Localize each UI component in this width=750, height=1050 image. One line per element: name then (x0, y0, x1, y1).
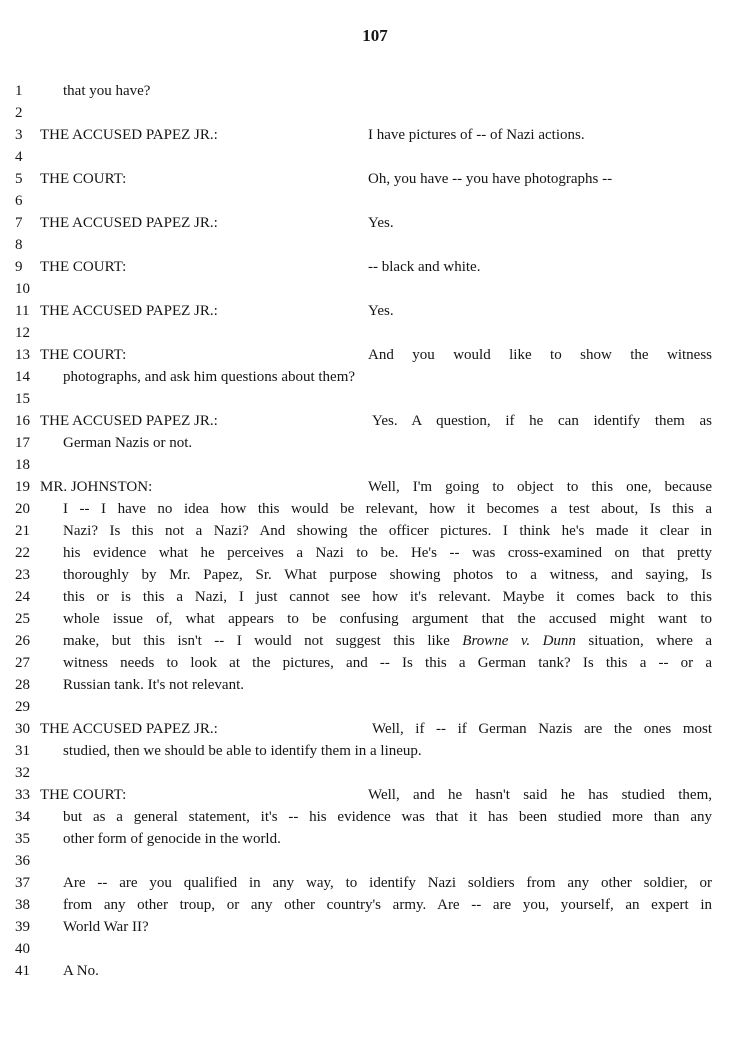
line-number: 25 (15, 611, 30, 627)
transcript-body (0, 80, 750, 982)
transcript-line (0, 520, 750, 542)
line-text: photographs, and ask him questions about them? (63, 369, 356, 385)
transcript-line (0, 960, 750, 982)
line-text: Yes. (368, 303, 394, 319)
transcript-line (0, 784, 750, 806)
line-number: 41 (15, 963, 30, 979)
line-number: 38 (15, 897, 30, 913)
line-number: 22 (15, 545, 30, 561)
line-text-part: make, but this isn't -- I would not suggest this like (63, 633, 463, 649)
line-number: 13 (15, 347, 30, 363)
line-number: 23 (15, 567, 30, 583)
line-text: studied, then we should be able to identify them in a lineup. (63, 743, 422, 759)
line-text-part: situation, where a (575, 633, 713, 649)
line-text: Yes. (368, 215, 394, 231)
line-number: 2 (15, 105, 23, 121)
line-text: German Nazis or not. (63, 435, 193, 451)
transcript-line (0, 300, 750, 322)
line-text: Oh, you have -- you have photographs -- (368, 171, 613, 187)
speaker-label: THE COURT: (40, 259, 127, 275)
transcript-line (0, 256, 750, 278)
line-number: 8 (15, 237, 23, 253)
line-number: 35 (15, 831, 30, 847)
line-number: 12 (15, 325, 30, 341)
line-text: witness needs to look at the pictures, and -- Is this a German tank? Is this a -- or a (63, 655, 712, 671)
line-number: 15 (15, 391, 30, 407)
speaker-label: THE COURT: (40, 347, 127, 363)
transcript-line (0, 872, 750, 894)
page-number: 107 (362, 26, 388, 45)
line-number: 40 (15, 941, 30, 957)
transcript-line (0, 234, 750, 256)
transcript-line (0, 916, 750, 938)
line-number: 11 (15, 303, 30, 319)
line-number: 36 (15, 853, 30, 869)
line-text: other form of genocide in the world. (63, 831, 281, 847)
transcript-line (0, 938, 750, 960)
speaker-label: THE ACCUSED PAPEZ JR.: (40, 127, 218, 143)
line-number: 20 (15, 501, 30, 517)
line-text: Are -- are you qualified in any way, to identify Nazi soldiers from any other soldier, or (63, 875, 712, 891)
line-number: 6 (15, 193, 23, 209)
transcript-line (0, 542, 750, 564)
line-number: 24 (15, 589, 30, 605)
transcript-line (0, 146, 750, 168)
transcript-line (0, 652, 750, 674)
transcript-line (0, 498, 750, 520)
transcript-line (0, 278, 750, 300)
transcript-line (0, 740, 750, 762)
transcript-line (0, 894, 750, 916)
line-number: 39 (15, 919, 30, 935)
line-number: 21 (15, 523, 30, 539)
transcript-line (0, 124, 750, 146)
transcript-line (0, 828, 750, 850)
transcript-line (0, 168, 750, 190)
line-text: his evidence what he perceives a Nazi to be. He's -- was cross-examined on that pretty (63, 545, 712, 561)
line-number: 17 (15, 435, 30, 451)
line-text: this or is this a Nazi, I just cannot see how it's relevant. Maybe it comes back to this (63, 589, 712, 605)
line-number: 29 (15, 699, 30, 715)
speaker-label: THE ACCUSED PAPEZ JR.: (40, 215, 218, 231)
line-text: A No. (63, 963, 99, 979)
transcript-line (0, 564, 750, 586)
line-number: 27 (15, 655, 30, 671)
line-text: I -- I have no idea how this would be relevant, how it becomes a test about, Is this a (63, 501, 712, 517)
line-text: from any other troup, or any other country's army. Are -- are you, yourself, an expert in (63, 897, 712, 913)
line-number: 19 (15, 479, 30, 495)
line-number: 1 (15, 83, 23, 99)
line-text: that you have? (63, 83, 151, 99)
line-number: 7 (15, 215, 23, 231)
line-text (63, 630, 712, 652)
transcript-line (0, 476, 750, 498)
line-number: 18 (15, 457, 30, 473)
line-number: 34 (15, 809, 30, 825)
line-text: -- black and white. (368, 259, 481, 275)
line-number: 10 (15, 281, 30, 297)
line-number: 33 (15, 787, 30, 803)
line-text: Yes. A question, if he can identify them as (372, 413, 712, 429)
transcript-line (0, 366, 750, 388)
line-number: 28 (15, 677, 30, 693)
speaker-label: THE COURT: (40, 787, 127, 803)
speaker-label: THE ACCUSED PAPEZ JR.: (40, 303, 218, 319)
line-number: 3 (15, 127, 23, 143)
transcript-line (0, 344, 750, 366)
transcript-line (0, 102, 750, 124)
transcript-line (0, 718, 750, 740)
line-text: thoroughly by Mr. Papez, Sr. What purpose showing photos to a witness, and saying, Is (63, 567, 712, 583)
line-number: 30 (15, 721, 30, 737)
transcript-line (0, 410, 750, 432)
line-text: World War II? (63, 919, 149, 935)
speaker-label: THE ACCUSED PAPEZ JR.: (40, 413, 218, 429)
transcript-line (0, 696, 750, 718)
transcript-line (0, 388, 750, 410)
line-number: 16 (15, 413, 30, 429)
transcript-line (0, 674, 750, 696)
transcript-line (0, 322, 750, 344)
line-number: 4 (15, 149, 23, 165)
transcript-line (0, 630, 750, 652)
line-text: I have pictures of -- of Nazi actions. (368, 127, 585, 143)
line-number: 9 (15, 259, 23, 275)
line-text: And you would like to show the witness (368, 347, 712, 363)
line-text: whole issue of, what appears to be confusing argument that the accused might want to (63, 611, 712, 627)
speaker-label: MR. JOHNSTON: (40, 479, 153, 495)
line-text: Well, and he hasn't said he has studied them, (368, 787, 712, 803)
line-number: 5 (15, 171, 23, 187)
line-number: 31 (15, 743, 30, 759)
transcript-line (0, 432, 750, 454)
transcript-line (0, 608, 750, 630)
line-text: Russian tank. It's not relevant. (63, 677, 245, 693)
speaker-label: THE COURT: (40, 171, 127, 187)
line-text: Well, if -- if German Nazis are the ones most (372, 721, 712, 737)
line-number: 14 (15, 369, 30, 385)
transcript-line (0, 212, 750, 234)
speaker-label: THE ACCUSED PAPEZ JR.: (40, 721, 218, 737)
transcript-line (0, 586, 750, 608)
transcript-line (0, 190, 750, 212)
line-number: 32 (15, 765, 30, 781)
transcript-line (0, 806, 750, 828)
line-text: Nazi? Is this not a Nazi? And showing the officer pictures. I think he's made it clear in (63, 523, 712, 539)
transcript-line (0, 454, 750, 476)
line-number: 37 (15, 875, 30, 891)
transcript-line (0, 80, 750, 102)
transcript-line (0, 762, 750, 784)
line-text: Well, I'm going to object to this one, because (368, 479, 712, 495)
line-number: 26 (15, 633, 30, 649)
case-citation: Browne v. Dunn (462, 633, 576, 649)
line-text: but as a general statement, it's -- his evidence was that it has been studied more than any (63, 809, 712, 825)
transcript-line (0, 850, 750, 872)
